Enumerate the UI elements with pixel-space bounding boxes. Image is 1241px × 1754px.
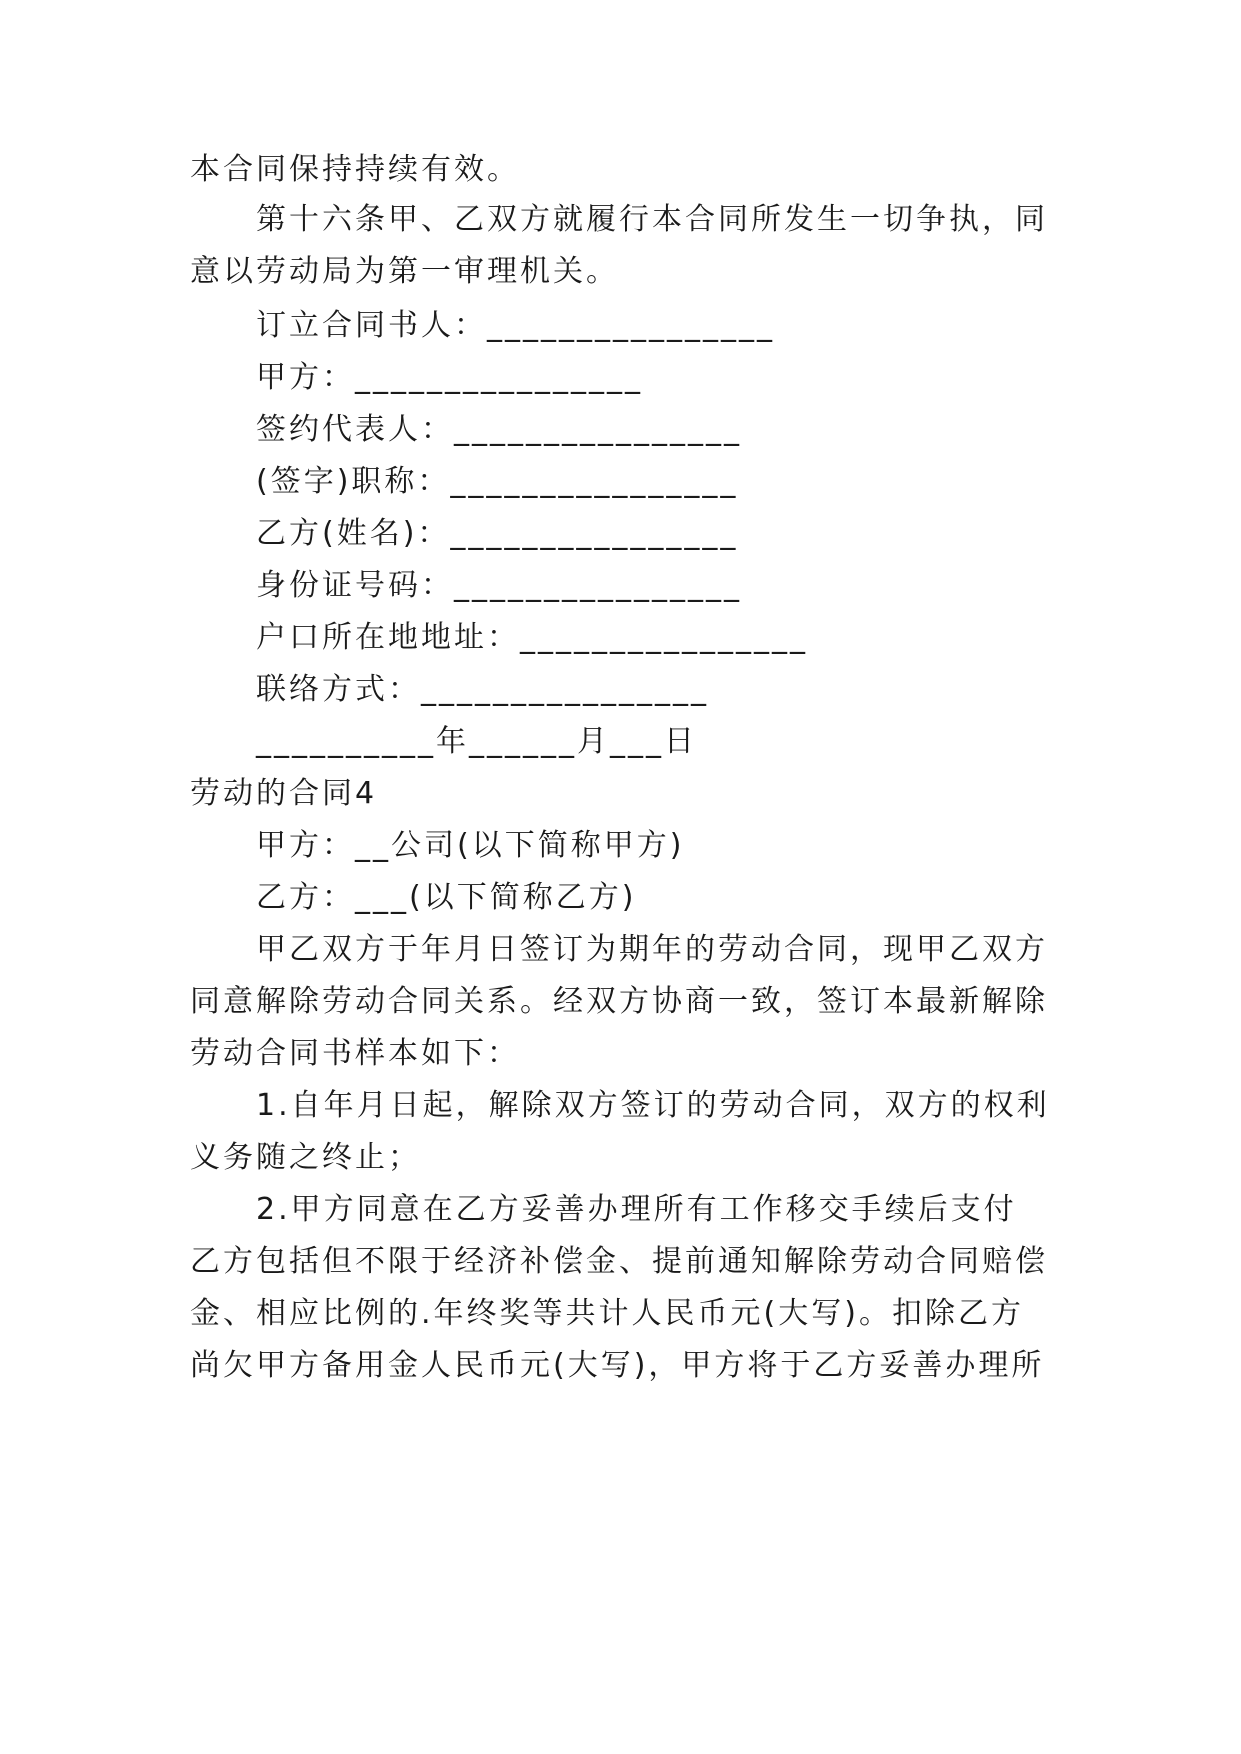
party-b-line: 乙方：___(以下简称乙方) <box>256 880 637 915</box>
signature-field: 户口所在地地址：________________ <box>256 620 808 655</box>
party-a-line: 甲方：__公司(以下简称甲方) <box>256 828 685 863</box>
text-line: 甲乙双方于年月日签订为期年的劳动合同，现甲乙双方 <box>256 932 1048 967</box>
text-line: 同意解除劳动合同关系。经双方协商一致，签订本最新解除 <box>190 984 1048 1019</box>
signature-field: 身份证号码：________________ <box>256 568 742 603</box>
text-line: 劳动合同书样本如下： <box>190 1036 520 1071</box>
signature-field: 乙方(姓名)：________________ <box>256 516 739 551</box>
text-line: 2.甲方同意在乙方妥善办理所有工作移交手续后支付 <box>256 1192 1017 1227</box>
signature-field: 签约代表人：________________ <box>256 412 742 447</box>
text-line: 意以劳动局为第一审理机关。 <box>190 254 619 289</box>
signature-field: 订立合同书人：________________ <box>256 308 775 343</box>
text-line: 本合同保持持续有效。 <box>190 152 520 187</box>
text-line: 义务随之终止； <box>190 1140 421 1175</box>
text-line: 金、相应比例的.年终奖等共计人民币元(大写)。扣除乙方 <box>190 1296 1024 1331</box>
text-line: 1.自年月日起，解除双方签订的劳动合同，双方的权利 <box>256 1088 1050 1123</box>
text-line: 乙方包括但不限于经济补偿金、提前通知解除劳动合同赔偿 <box>190 1244 1048 1279</box>
section-heading: 劳动的合同4 <box>190 776 378 811</box>
signature-field: (签字)职称：________________ <box>256 464 739 499</box>
date-field: __________年______月___日 <box>256 724 697 759</box>
text-line: 尚欠甲方备用金人民币元(大写)，甲方将于乙方妥善办理所 <box>190 1348 1045 1383</box>
signature-field: 联络方式：________________ <box>256 672 709 707</box>
signature-field: 甲方：________________ <box>256 360 643 395</box>
text-line: 第十六条甲、乙双方就履行本合同所发生一切争执，同 <box>256 202 1048 237</box>
